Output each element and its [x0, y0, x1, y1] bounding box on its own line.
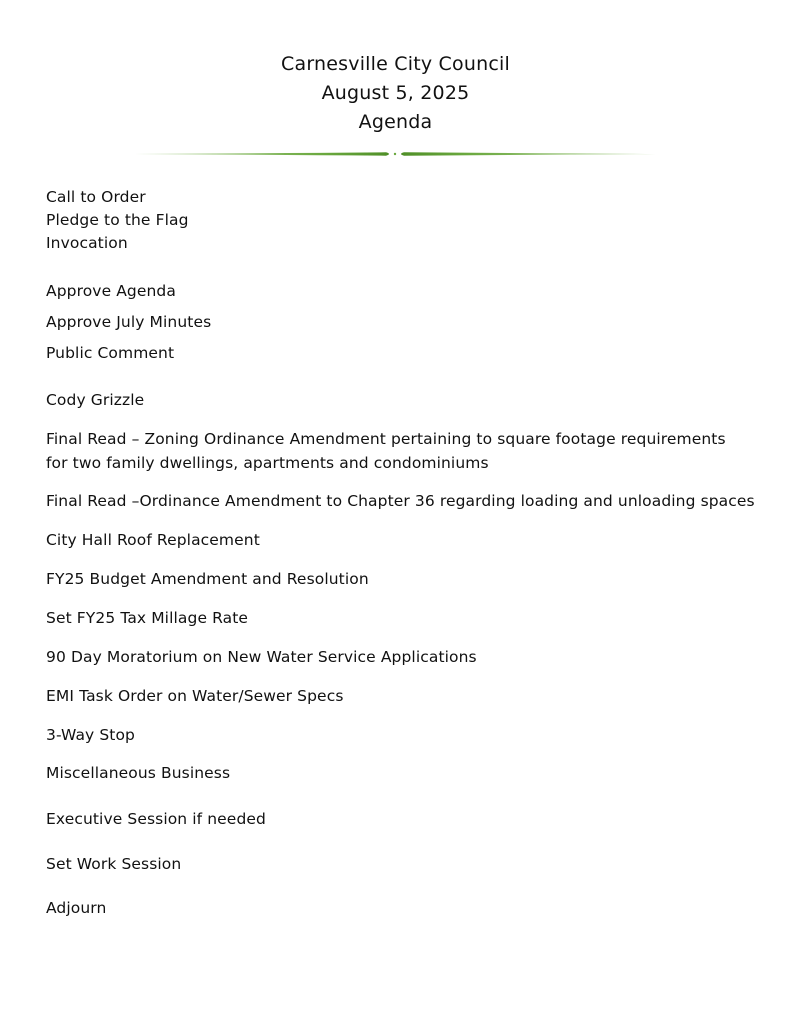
agenda-item-miscellaneous: Miscellaneous Business: [46, 764, 231, 782]
document-header: [0, 50, 791, 137]
agenda-item-final-read-zoning-continued: for two family dwellings, apartments and condominiums: [46, 454, 489, 472]
agenda-item-work-session: Set Work Session: [46, 855, 182, 873]
agenda-item-public-comment: Public Comment: [46, 344, 175, 362]
meeting-date: August 5, 2025: [321, 82, 470, 104]
agenda-item-adjourn: Adjourn: [46, 899, 107, 917]
decorative-divider: [134, 148, 656, 160]
agenda-item-emi-task-order: EMI Task Order on Water/Sewer Specs: [46, 687, 344, 705]
divider-left-stroke: [134, 152, 389, 155]
agenda-item-final-read-chapter-36: Final Read –Ordinance Amendment to Chapter 36 regarding loading and unloading spaces: [46, 492, 755, 510]
agenda-item-call-to-order: Call to Order: [46, 188, 146, 206]
agenda-item-pledge: Pledge to the Flag: [46, 211, 189, 229]
divider-center-dot: [394, 153, 396, 155]
council-name: Carnesville City Council: [281, 53, 510, 75]
agenda-item-millage-rate: Set FY25 Tax Millage Rate: [46, 609, 249, 627]
divider-right-stroke: [401, 152, 656, 155]
agenda-item-three-way-stop: 3-Way Stop: [46, 726, 135, 744]
agenda-item-final-read-zoning: Final Read – Zoning Ordinance Amendment pertaining to square footage requirements: [46, 430, 726, 448]
agenda-item-budget-amendment: FY25 Budget Amendment and Resolution: [46, 570, 369, 588]
agenda-item-approve-minutes: Approve July Minutes: [46, 313, 212, 331]
document-title: Agenda: [358, 111, 433, 133]
agenda-item-approve-agenda: Approve Agenda: [46, 282, 176, 300]
agenda-item-water-moratorium: 90 Day Moratorium on New Water Service Applications: [46, 648, 477, 666]
agenda-item-invocation: Invocation: [46, 234, 128, 252]
agenda-item-roof-replacement: City Hall Roof Replacement: [46, 531, 260, 549]
agenda-item-executive-session: Executive Session if needed: [46, 810, 266, 828]
agenda-item-cody-grizzle: Cody Grizzle: [46, 391, 145, 409]
